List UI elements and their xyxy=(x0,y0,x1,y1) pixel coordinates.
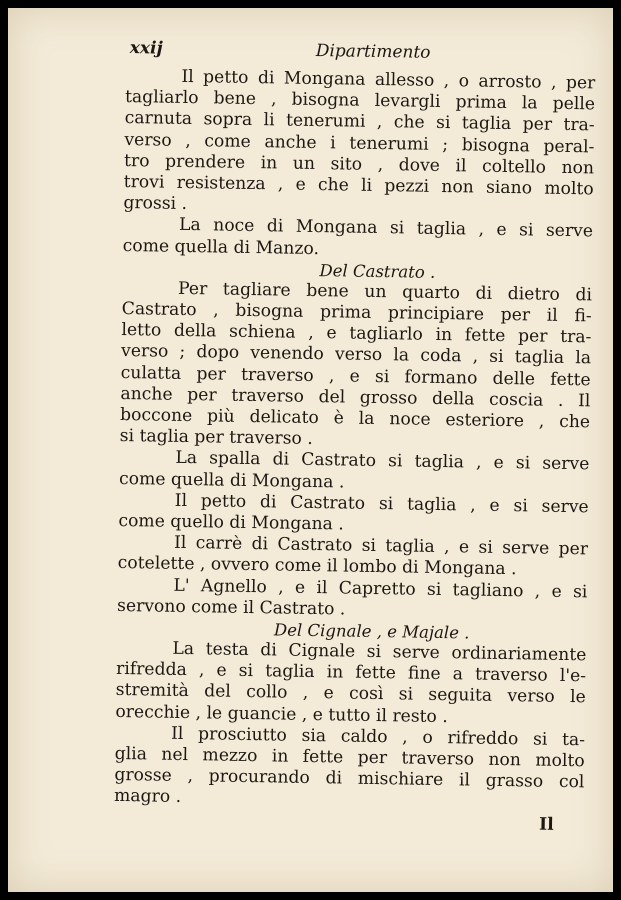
text-line: La spalla di Castrato si taglia , e si serve xyxy=(175,448,590,475)
text-line: come quello di Mongana . xyxy=(118,510,344,535)
text-line: trovi resistenza , e che li pezzi non siano molto xyxy=(123,171,594,200)
text-line: cotelette , ovvero come il lombo di Mongana . xyxy=(117,553,517,580)
text-line: boccone più delicato è la noce esteriore , che xyxy=(119,404,591,433)
text-line: grossi . xyxy=(123,193,188,215)
paragraph xyxy=(115,638,586,730)
text-line: come quella di Manzo. xyxy=(122,235,320,259)
section-heading: Del Cignale , e Majale . xyxy=(273,620,470,643)
scan-frame xyxy=(8,8,613,892)
text-line: Il petto di Mongana allesso , o arrosto , per xyxy=(181,66,596,94)
text-line: verso ; dopo venendo verso la coda , si taglia la xyxy=(120,341,592,369)
text-line: servono come il Castrato . xyxy=(116,595,346,620)
text-line: La testa di Cignale si serve ordinariamente xyxy=(172,638,587,666)
body-text xyxy=(114,66,596,815)
text-line: glia nel mezzo in fette per traverso non molto xyxy=(114,743,585,772)
catchword: Il xyxy=(538,814,554,835)
paragraph xyxy=(119,447,590,497)
text-line: si taglia per traverso . xyxy=(119,426,313,450)
paragraph xyxy=(118,490,589,540)
text-line: Il petto di Castrato si taglia , e si serve xyxy=(174,490,589,518)
text-line: rifredda , e si taglia in fette fine a traverso l'e- xyxy=(115,659,587,687)
text-line: verso , come anche i tenerumi ; bisogna peral- xyxy=(124,129,595,157)
paragraph xyxy=(123,214,594,264)
paragraph xyxy=(114,723,585,815)
text-line: Il carrè di Castrato si taglia , e si serve per xyxy=(173,532,589,560)
paragraph xyxy=(123,66,595,222)
text-line: tagliarlo bene , bisogna levargli prima la pelle xyxy=(124,87,596,115)
text-line: Per tagliare bene un quarto di dietro di xyxy=(177,278,593,306)
text-line: Il prosciutto sia caldo , o rifreddo si ta- xyxy=(170,723,586,751)
book-page xyxy=(114,38,596,836)
text-line: carnuta sopra li tenerumi , che si taglia per tra- xyxy=(124,108,595,136)
text-line: letto della schiena , e tagliarlo in fette per tra- xyxy=(121,320,592,348)
text-line: magro . xyxy=(113,786,182,808)
text-line: grosse , procurando di mischiare il grasso col xyxy=(114,765,585,793)
running-title: Dipartimento xyxy=(315,40,431,63)
paragraph xyxy=(118,532,589,582)
text-line: orecchie , le guancie , e tutto il resto . xyxy=(115,701,448,727)
paragraph xyxy=(120,278,593,455)
text-line: stremità del collo , e così si seguita verso le xyxy=(115,680,586,708)
section-heading: Del Castrato . xyxy=(319,260,436,282)
paragraph xyxy=(117,574,588,624)
text-line: L' Agnello , e il Capretto si tagliano , e si xyxy=(173,575,588,602)
text-line: come quella di Mongana . xyxy=(118,468,345,493)
text-line: tro prendere in un sito , dove il coltello non xyxy=(123,150,595,179)
text-line: Castrato , bisogna prima principiare per il fi- xyxy=(121,299,592,327)
text-line: culatta per traverso , e si formano delle fette xyxy=(120,362,591,390)
text-line: anche per traverso del grosso della coscia . Il xyxy=(120,383,591,412)
text-line: La noce di Mongana si taglia , e si serve xyxy=(178,215,594,242)
page-number: xxij xyxy=(129,38,163,59)
